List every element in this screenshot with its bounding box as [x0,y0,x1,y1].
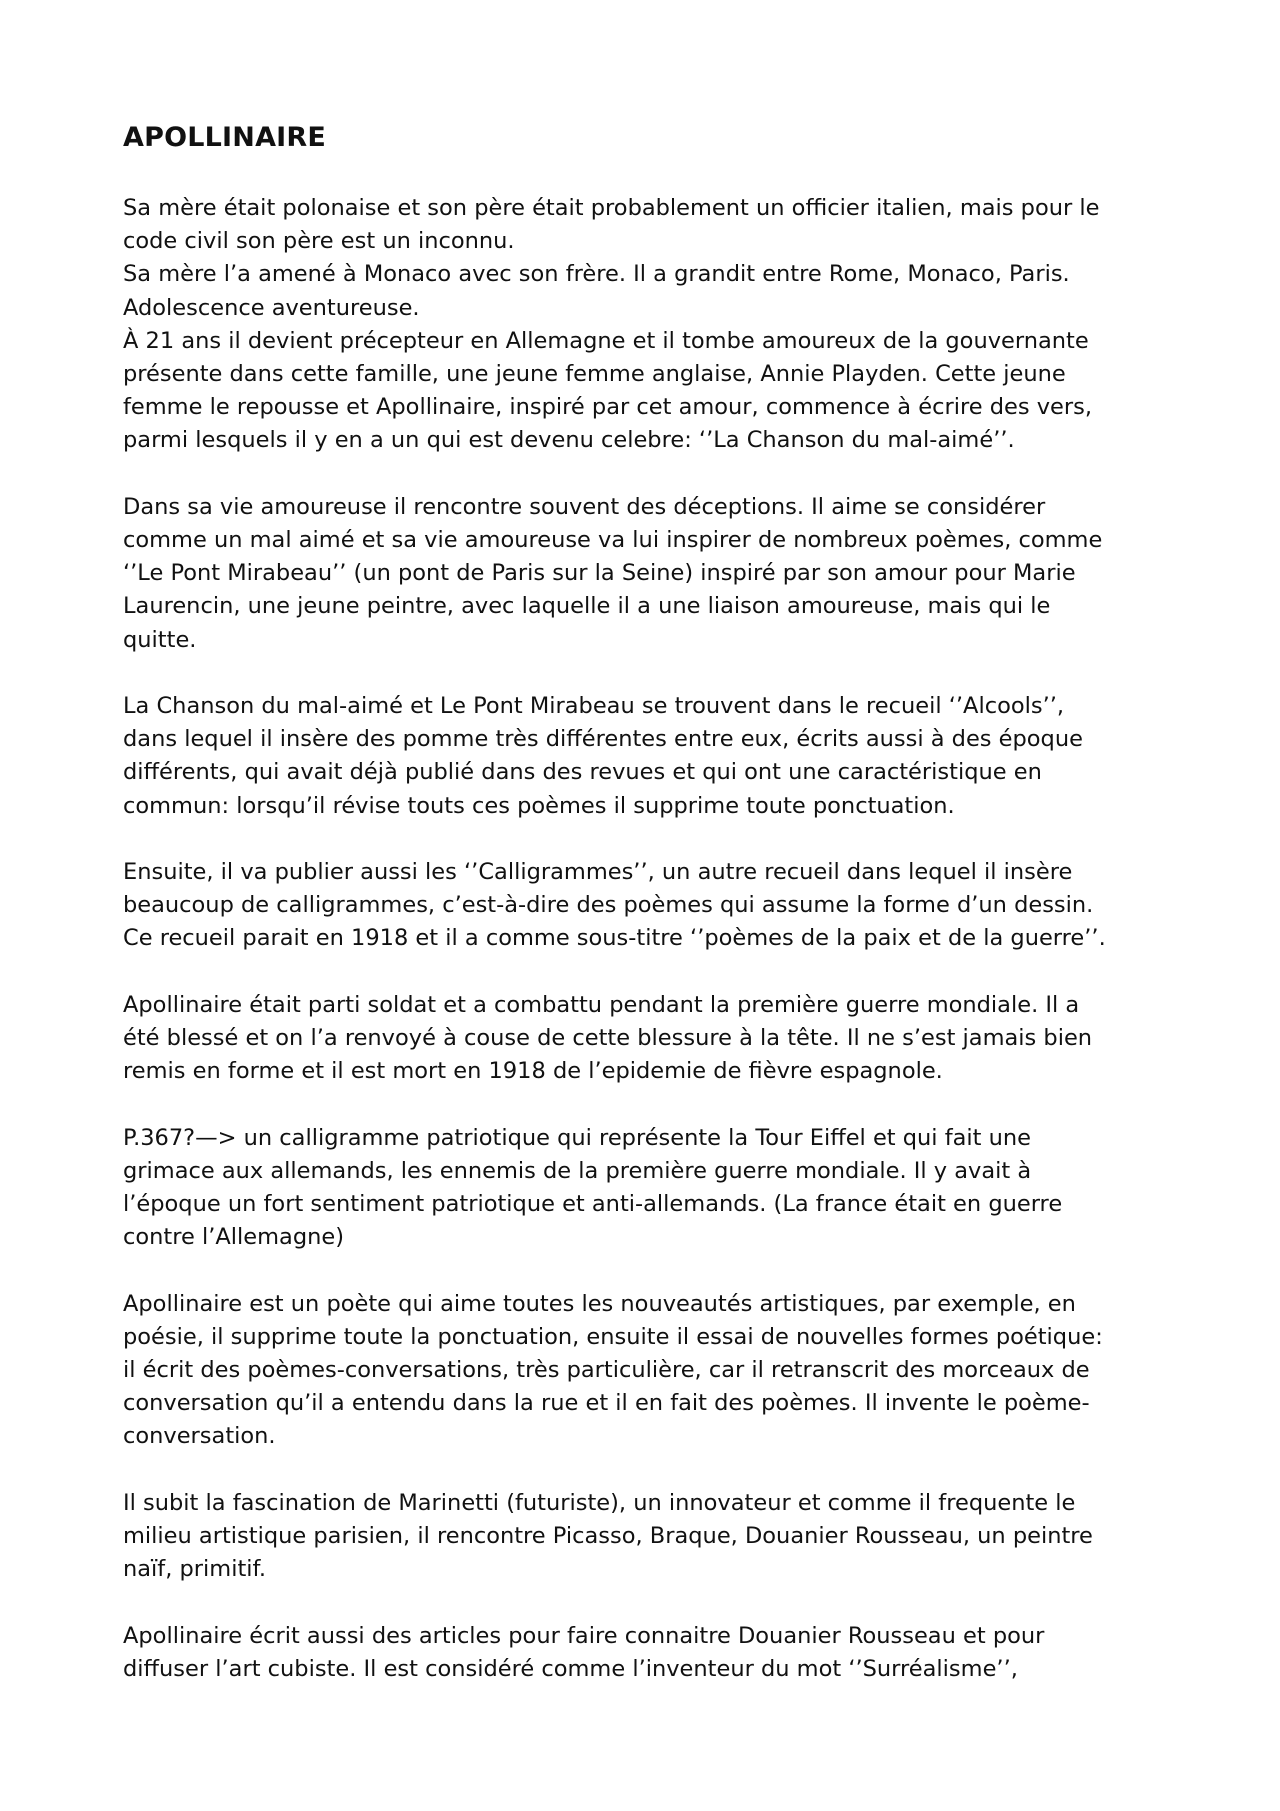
paragraph-line: Sa mère était polonaise et son père était probablement un officier italien, mais pour le [123,195,1100,221]
paragraph-line: Il subit la fascination de Marinetti (futuriste), un innovateur et comme il frequente le [123,1489,1076,1516]
paragraph-line: il écrit des poèmes-conversations, très particulière, car il retranscrit des morceaux de [123,1357,1090,1384]
paragraph-spacing [123,458,1183,491]
paragraph-line: Dans sa vie amoureuse il rencontre souvent des déceptions. Il aime se considérer [123,493,1046,520]
paragraph-6 [123,1122,1183,1255]
paragraph-line: naïf, primitif. [123,1556,266,1583]
paragraph-line: présente dans cette famille, une jeune femme anglaise, Annie Playden. Cette jeune [123,361,1066,388]
paragraph-line: Apollinaire est un poète qui aime toutes les nouveautés artistiques, par exemple, en [123,1290,1076,1317]
paragraph-line: P.367?—> un calligramme patriotique qui représente la Tour Eiffel et qui fait une [123,1124,1031,1151]
paragraph-line: grimace aux allemands, les ennemis de la première guerre mondiale. Il y avait à [123,1157,1032,1184]
paragraph-line: l’époque un fort sentiment patriotique et anti-allemands. (La france était en guerre [123,1191,1063,1218]
paragraph-line: commun: lorsqu’il révise touts ces poèmes il supprime toute ponctuation. [123,792,955,819]
paragraph-line: conversation. [123,1423,276,1450]
paragraph-spacing [123,1586,1183,1619]
paragraph-line: Apollinaire était parti soldat et a combattu pendant la première guerre mondiale. Il a [123,991,1080,1018]
paragraph-line: Ce recueil parait en 1918 et il a comme sous-titre ‘’poèmes de la paix et de la guerre’’. [123,925,1106,952]
paragraph-spacing [123,823,1183,856]
paragraph-spacing [123,657,1183,690]
document-content [123,118,1183,1686]
paragraph-line: conversation qu’il a entendu dans la rue et il en fait des poèmes. Il invente le poème- [123,1390,1090,1417]
paragraph-9 [123,1620,1183,1686]
paragraph-3 [123,690,1183,823]
document-title: APOLLINAIRE [123,122,327,153]
paragraph-4 [123,856,1183,956]
paragraph-7 [123,1288,1183,1454]
paragraph-line: diffuser l’art cubiste. Il est considéré comme l’inventeur du mot ‘’Surréalisme’’, [123,1655,1018,1682]
paragraph-line: beaucoup de calligrammes, c’est-à-dire des poèmes qui assume la forme d’un dessin. [123,892,1094,919]
paragraph-line: dans lequel il insère des pomme très différentes entre eux, écrits aussi à des époque [123,726,1083,753]
paragraph-line: poésie, il supprime toute la ponctuation, ensuite il essai de nouvelles formes poétique: [123,1323,1103,1350]
paragraph-line: quitte. [123,626,197,653]
paragraph-spacing [123,1454,1183,1487]
paragraph-line: contre l’Allemagne) [123,1224,344,1251]
paragraph-line: milieu artistique parisien, il rencontre Picasso, Braque, Douanier Rousseau, un peintre [123,1523,1093,1550]
paragraph-2 [123,491,1183,657]
paragraph-line: code civil son père est un inconnu. [123,228,515,255]
paragraph-8 [123,1487,1183,1587]
paragraph-line: Adolescence aventureuse. [123,294,420,321]
paragraph-5 [123,989,1183,1089]
paragraph-line: différents, qui avait déjà publié dans des revues et qui ont une caractéristique en [123,759,1042,786]
paragraph-line: À 21 ans il devient précepteur en Allemagne et il tombe amoureux de la gouvernante [123,327,1089,354]
paragraph-line: Laurencin, une jeune peintre, avec laquelle il a une liaison amoureuse, mais qui le [123,593,1051,620]
paragraph-1 [123,192,1183,458]
paragraph-line: La Chanson du mal-aimé et Le Pont Mirabeau se trouvent dans le recueil ‘’Alcools’’, [123,693,1065,720]
paragraph-spacing [123,1088,1183,1121]
paragraph-line: comme un mal aimé et sa vie amoureuse va lui inspirer de nombreux poèmes, comme [123,527,1103,554]
paragraph-line: Sa mère l’a amené à Monaco avec son frère. Il a grandit entre Rome, Monaco, Paris. [123,261,1070,288]
paragraph-line: Ensuite, il va publier aussi les ‘’Calligrammes’’, un autre recueil dans lequel il insère [123,859,1073,886]
paragraph-line: remis en forme et il est mort en 1918 de l’epidemie de fièvre espagnole. [123,1058,943,1085]
paragraph-line: ‘’Le Pont Mirabeau’’ (un pont de Paris sur la Seine) inspiré par son amour pour Marie [123,560,1076,587]
paragraph-line: été blessé et on l’a renvoyé à couse de cette blessure à la tête. Il ne s’est jamais bien [123,1025,1093,1052]
paragraph-line: femme le repousse et Apollinaire, inspiré par cet amour, commence à écrire des vers, [123,394,1092,421]
paragraph-line: parmi lesquels il y en a un qui est devenu celebre: ‘’La Chanson du mal-aimé’’. [123,427,1015,454]
paragraph-spacing [123,956,1183,989]
paragraph-line: Apollinaire écrit aussi des articles pour faire connaitre Douanier Rousseau et pour [123,1622,1045,1649]
paragraph-spacing [123,1254,1183,1287]
